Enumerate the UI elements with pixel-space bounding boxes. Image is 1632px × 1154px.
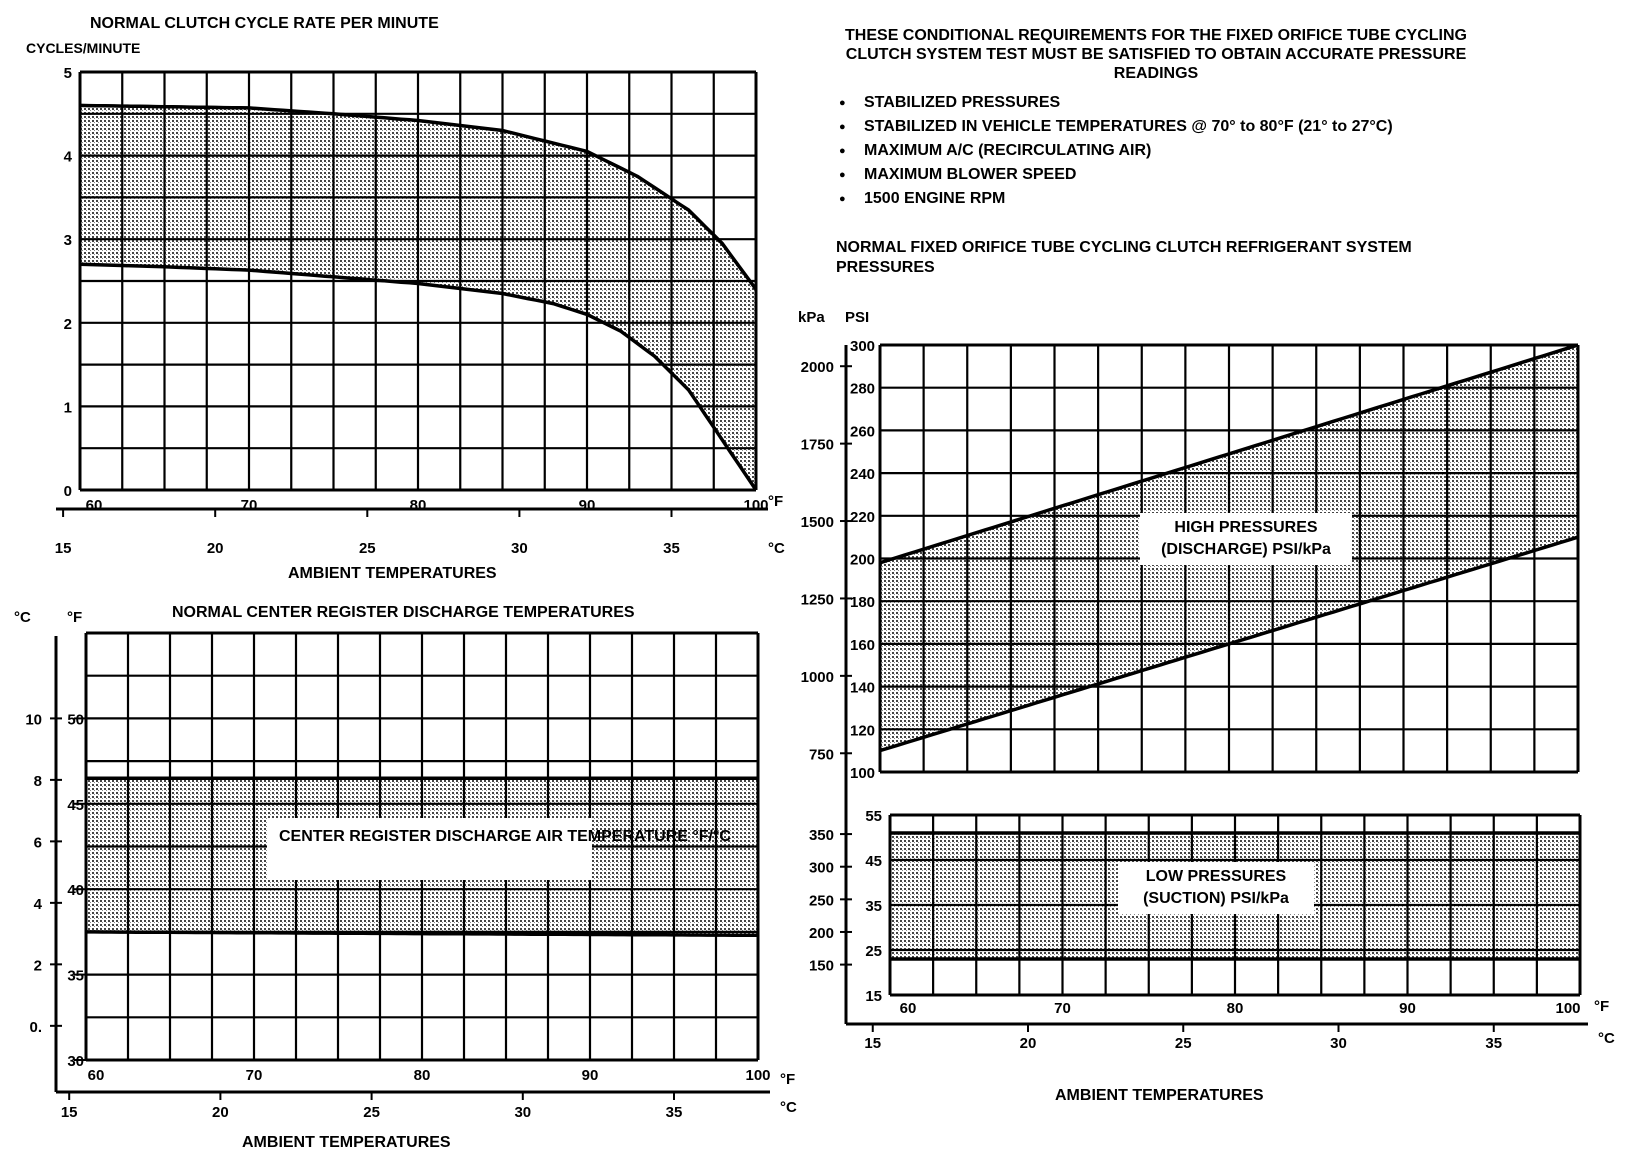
requirement-item: ● MAXIMUM BLOWER SPEED [836,163,1476,187]
pressure-y-unit-psi: PSI [845,309,870,326]
low-x-tick-label-c: 15 [864,1035,882,1052]
cycle-x-tick-label-f: 100 [743,497,769,514]
high-y-tick-label-psi: 140 [850,679,876,697]
cycle-y-tick-label: 3 [63,232,72,250]
discharge-x-tick-label-f: 70 [245,1067,263,1084]
requirements-title: THESE CONDITIONAL REQUIREMENTS FOR THE FIXED ORIFICE TUBE CYCLING CLUTCH SYSTEM TEST MUST BE SATISFIED TO OBTAIN ACCURATE PRESSURE READINGS [845,27,1467,82]
low-x-tick-label-f: 70 [1054,1000,1071,1017]
cycle-chart-title: NORMAL CLUTCH CYCLE RATE PER MINUTE [90,15,439,32]
cycle-x-tick-label-f: 60 [85,497,103,514]
discharge-y-tick-label-c: 4 [33,895,42,913]
high-y-tick-label-psi: 300 [850,338,876,355]
high-y-tick-label-kpa: 1000 [800,668,834,686]
low-x-tick-label-c: 35 [1485,1035,1503,1052]
discharge-y-tick-label-f: 40 [67,882,84,900]
system-pressures-title: NORMAL FIXED ORIFICE TUBE CYCLING CLUTCH REFRIGERANT SYSTEM PRESSURES [836,239,1412,276]
discharge-x-tick-label-f: 100 [745,1067,771,1084]
high-pressure-label-2: (DISCHARGE) PSI/kPa [1161,541,1331,558]
high-y-tick-label-kpa: 1500 [800,514,834,532]
cycle-rate-chart [26,15,785,582]
low-y-tick-label-psi: 25 [865,943,882,960]
cycle-y-tick-label: 4 [63,148,72,166]
low-pressure-label-2: (SUCTION) PSI/kPa [1143,890,1289,907]
low-pressure-label-1: LOW PRESSURES [1145,868,1287,885]
discharge-band-label: CENTER REGISTER DISCHARGE AIR TEMPERATURE °F/°C [279,828,731,845]
cycle-x-tick-label-f: 70 [240,497,258,514]
requirement-item: ● STABILIZED PRESSURES [836,91,1476,115]
low-y-tick-label-kpa: 300 [808,859,834,877]
discharge-chart-title: NORMAL CENTER REGISTER DISCHARGE TEMPERATURES [172,604,635,621]
discharge-x-unit-c: °C [780,1099,797,1116]
low-x-unit-c: °C [1598,1030,1615,1047]
cycle-x-tick-label-c: 20 [206,540,224,557]
cycle-x-tick-label-c: 25 [358,540,376,557]
high-y-tick-label-psi: 240 [850,466,876,484]
discharge-y-tick-label-c: 8 [33,772,42,790]
discharge-y-tick-label-f: 35 [67,967,84,985]
low-y-tick-label-kpa: 150 [808,957,834,975]
cycle-y-axis-label: CYCLES/MINUTE [26,40,141,56]
discharge-y-tick-label-c: 2 [33,957,42,975]
discharge-y-tick-label-f: 50 [67,711,84,729]
high-y-tick-label-psi: 280 [850,380,876,398]
cycle-y-tick-label: 5 [63,65,72,82]
discharge-x-tick-label-c: 20 [212,1104,229,1121]
high-y-tick-label-kpa: 1250 [800,591,834,609]
discharge-temp-chart [14,604,797,1151]
high-y-tick-label-kpa: 1750 [800,436,834,454]
discharge-y-tick-label-f: 30 [67,1053,84,1070]
discharge-x-tick-label-f: 60 [87,1067,105,1084]
high-y-tick-label-psi: 180 [850,594,876,612]
cycle-x-tick-label-f: 80 [409,497,427,514]
discharge-y-tick-label-f: 45 [67,796,84,814]
discharge-x-tick-label-c: 35 [665,1104,683,1121]
low-x-tick-label-c: 20 [1019,1035,1037,1052]
discharge-x-axis-label: AMBIENT TEMPERATURES [242,1134,451,1151]
low-y-tick-label-psi: 55 [865,808,882,825]
cycle-x-tick-label-c: 35 [663,540,680,557]
low-x-tick-label-c: 25 [1174,1035,1192,1052]
high-y-tick-label-psi: 100 [850,765,876,782]
high-pressure-label-1: HIGH PRESSURES [1174,519,1318,536]
low-x-unit-f: °F [1594,998,1610,1015]
discharge-y-tick-label-c: 0. [29,1018,42,1036]
cycle-x-tick-label-c: 15 [54,540,72,557]
low-x-tick-label-f: 100 [1555,1000,1581,1017]
low-y-tick-label-kpa: 350 [808,827,834,845]
cycle-x-unit-f: °F [768,493,784,510]
discharge-y-unit-f: °F [67,609,83,626]
low-x-tick-label-c: 30 [1330,1035,1347,1052]
discharge-y-unit-c: °C [14,609,31,626]
low-x-tick-label-f: 60 [899,1000,917,1017]
high-y-tick-label-kpa: 750 [808,746,834,764]
discharge-y-tick-label-c: 6 [33,834,42,852]
low-y-tick-label-psi: 35 [865,898,882,915]
high-y-tick-label-psi: 220 [850,508,876,526]
high-pressure-ticks [801,338,875,782]
requirement-item: ● 1500 ENGINE RPM [836,187,1476,211]
discharge-x-unit-f: °F [780,1071,796,1088]
low-y-tick-label-psi: 45 [865,853,882,870]
discharge-x-tick-label-c: 30 [514,1104,532,1121]
cycle-x-axis-label: AMBIENT TEMPERATURES [288,565,497,582]
cycle-x-unit-c: °C [768,540,785,557]
low-x-axis-label: AMBIENT TEMPERATURES [1055,1087,1264,1104]
low-y-tick-label-psi: 15 [865,988,882,1005]
low-y-tick-label-kpa: 250 [808,892,834,910]
cycle-x-tick-label-f: 90 [578,497,596,514]
high-y-tick-label-psi: 260 [850,423,876,441]
high-y-tick-label-psi: 160 [850,636,876,654]
cycle-x-tick-label-c: 30 [511,540,528,557]
discharge-x-tick-label-f: 90 [581,1067,599,1084]
cycle-y-tick-label: 2 [63,315,72,333]
high-y-tick-label-psi: 200 [850,551,876,569]
requirement-item: ● STABILIZED IN VEHICLE TEMPERATURES @ 70° to 80°F (21° to 27°C) [836,115,1476,139]
pressure-y-unit-kpa: kPa [798,309,825,326]
low-pressure-chart [809,808,1615,1104]
discharge-x-tick-label-f: 80 [413,1067,431,1084]
low-x-tick-label-f: 80 [1226,1000,1244,1017]
requirement-item: ● MAXIMUM A/C (RECIRCULATING AIR) [836,139,1476,163]
low-y-tick-label-kpa: 200 [808,924,834,942]
cycle-y-tick-label: 0 [63,483,72,500]
discharge-x-tick-label-c: 25 [363,1104,380,1121]
discharge-x-tick-label-c: 15 [60,1104,78,1121]
discharge-y-tick-label-c: 10 [25,711,42,729]
cycle-y-tick-label: 1 [63,399,72,417]
high-y-tick-label-psi: 120 [850,722,876,740]
high-y-tick-label-kpa: 2000 [800,359,834,377]
low-x-tick-label-f: 90 [1399,1000,1416,1017]
